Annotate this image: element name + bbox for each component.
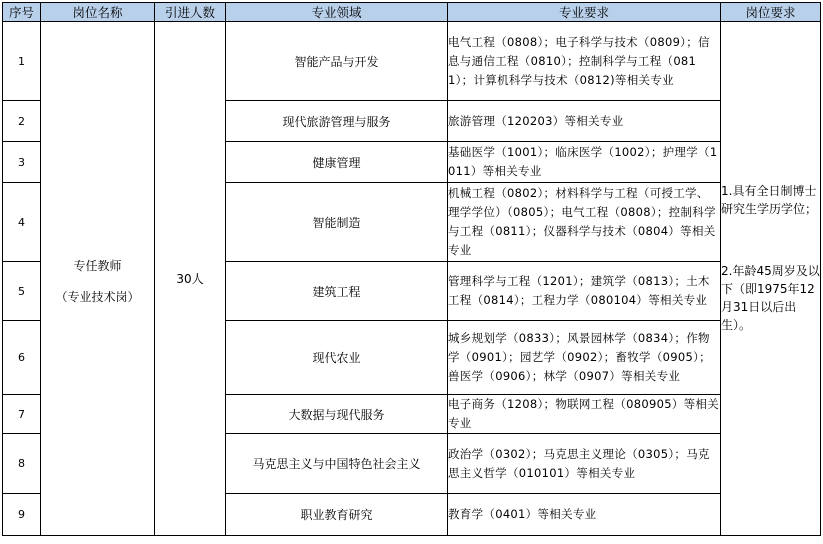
major-requirement: 政治学（0302）；马克思主义理论（0305）；马克思主义哲学（010101）等相关专业 xyxy=(448,434,721,494)
specialty-field: 健康管理 xyxy=(226,142,448,183)
specialty-field: 大数据与现代服务 xyxy=(226,395,448,434)
major-requirement: 基础医学（1001）；临床医学（1002）；护理学（1011）等相关专业 xyxy=(448,142,721,183)
row-index: 1 xyxy=(3,22,41,101)
specialty-field: 现代农业 xyxy=(226,321,448,395)
major-requirement: 教育学（0401）等相关专业 xyxy=(448,494,721,536)
header-position-name: 岗位名称 xyxy=(41,3,155,22)
major-requirement: 旅游管理（120203）等相关专业 xyxy=(448,101,721,142)
header-position-requirement: 岗位要求 xyxy=(721,3,821,22)
header-index: 序号 xyxy=(3,3,41,22)
row-index: 8 xyxy=(3,434,41,494)
requirement-age: 2.年龄45周岁及以下（即1975年12月31日以后出生）。 xyxy=(721,264,820,332)
specialty-field: 马克思主义与中国特色社会主义 xyxy=(226,434,448,494)
header-specialty-field: 专业领域 xyxy=(226,3,448,22)
requirement-degree: 1.具有全日制博士研究生学历学位； xyxy=(721,184,818,216)
specialty-field: 智能产品与开发 xyxy=(226,22,448,101)
position-requirements-cell xyxy=(721,22,821,536)
row-index: 2 xyxy=(3,101,41,142)
major-requirement: 机械工程（0802）；材料科学与工程（可授工学、理学学位）（0805）；电气工程（0808）；控制科学与工程（0811）；仪器科学与技术（0804）等相关专业 xyxy=(448,183,721,262)
specialty-field: 现代旅游管理与服务 xyxy=(226,101,448,142)
header-hire-count: 引进人数 xyxy=(155,3,226,22)
major-requirement: 电子商务（1208）；物联网工程（080905）等相关专业 xyxy=(448,395,721,434)
position-title: 专任教师 xyxy=(73,258,122,273)
specialty-field: 建筑工程 xyxy=(226,262,448,321)
major-requirement: 电气工程（0808）；电子科学与技术（0809）；信息与通信工程（0810）；控制科学与工程（0811）；计算机科学与技术（0812)等相关专业 xyxy=(448,22,721,101)
hire-count: 30人 xyxy=(155,22,226,536)
row-index: 7 xyxy=(3,395,41,434)
specialty-field: 职业教育研究 xyxy=(226,494,448,536)
row-index: 5 xyxy=(3,262,41,321)
row-index: 9 xyxy=(3,494,41,536)
table-row xyxy=(3,22,821,101)
major-requirement: 城乡规划学（0833）；风景园林学（0834）；作物学（0901）；园艺学（0902）；畜牧学（0905）；兽医学（0906）；林学（0907）等相关专业 xyxy=(448,321,721,395)
specialty-field: 智能制造 xyxy=(226,183,448,262)
row-index: 4 xyxy=(3,183,41,262)
row-index: 3 xyxy=(3,142,41,183)
header-major-requirement: 专业要求 xyxy=(448,3,721,22)
position-name-cell xyxy=(41,22,155,536)
row-index: 6 xyxy=(3,321,41,395)
header-row xyxy=(3,3,821,22)
major-requirement: 管理科学与工程（1201）；建筑学（0813）；土木工程（0814）；工程力学（080104）等相关专业 xyxy=(448,262,721,321)
recruitment-table xyxy=(2,2,821,536)
position-subtitle: （专业技术岗） xyxy=(55,289,140,304)
